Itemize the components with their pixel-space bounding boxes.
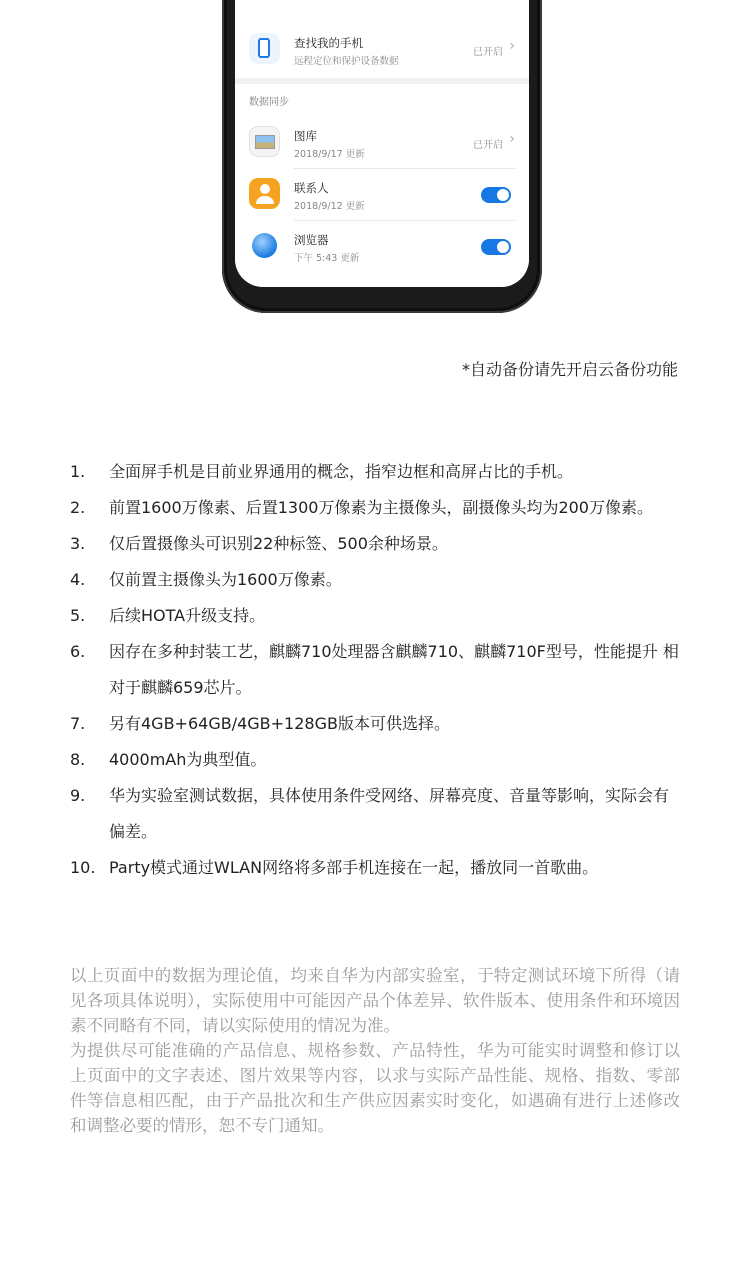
section-label: 数据同步 [249,97,289,108]
list-item [70,454,682,490]
item-number: 9. [70,786,86,805]
gallery-icon [249,126,280,157]
row-subtitle: 2018/9/12 更新 [294,201,365,212]
contacts-sync-toggle[interactable] [481,187,511,203]
row-subtitle: 2018/9/17 更新 [294,149,365,160]
item-number: 3. [70,534,86,553]
list-item [70,850,682,886]
row-title: 查找我的手机 [294,36,363,50]
item-number: 8. [70,750,86,769]
row-title: 联系人 [294,181,329,195]
item-number: 1. [70,462,86,481]
item-text: 4000mAh为典型值。 [109,750,267,769]
item-number: 10. [70,858,96,877]
disclaimer-paragraph: 为提供尽可能准确的产品信息、规格参数、产品特性，华为可能实时调整和修订以上页面中的文字表述、图片效果等内容，以求与实际产品性能、规格、指数、零部件等信息相匹配，由于产品批次和生产供应因素实时变化，如遇确有进行上述修改和调整必要的情形，恕不专门通知。 [70,1041,680,1135]
gallery-row[interactable] [235,117,529,169]
item-number: 5. [70,606,86,625]
item-text: 因存在多种封装工艺，麒麟710处理器含麒麟710、麒麟710F型号，性能提升 相对于麒麟659芯片。 [109,642,679,697]
item-text: 华为实验室测试数据，具体使用条件受网络、屏幕亮度、音量等影响，实际会有偏差。 [109,786,670,841]
row-subtitle: 下午 5:43 更新 [294,253,360,264]
list-item [70,706,682,742]
footnotes-list [70,454,682,886]
list-item [70,490,682,526]
data-sync-card [235,84,529,287]
item-text: 另有4GB+64GB/4GB+128GB版本可供选择。 [109,714,450,733]
list-item [70,562,682,598]
phone-mockup [222,0,542,313]
item-text: 仅后置摄像头可识别22种标签、500余种场景。 [109,534,448,553]
browser-icon [249,230,280,261]
phone-screen [235,0,529,287]
list-item [70,742,682,778]
item-text: 全面屏手机是目前业界通用的概念，指窄边框和高屏占比的手机。 [109,462,574,481]
chevron-right-icon: › [509,131,515,147]
list-item [70,634,682,706]
row-status: 已开启 [473,47,503,58]
backup-card [235,0,529,78]
row-title: 图库 [294,129,317,143]
contacts-icon [249,178,280,209]
item-text: 后续HOTA升级支持。 [109,606,266,625]
list-item [70,526,682,562]
browser-row [235,221,529,273]
item-text: Party模式通过WLAN网络将多部手机连接在一起，播放同一首歌曲。 [109,858,599,877]
list-item [70,598,682,634]
list-item [70,778,682,850]
row-subtitle: 远程定位和保护设备数据 [294,56,399,67]
browser-sync-toggle[interactable] [481,239,511,255]
item-number: 6. [70,642,86,661]
disclaimer-paragraph: 以上页面中的数据为理论值，均来自华为内部实验室，于特定测试环境下所得（请见各项具体说明），实际使用中可能因产品个体差异、软件版本、使用条件和环境因素不同略有不同，请以实际使用的情况为准。 [70,966,680,1035]
phone-icon [249,33,280,64]
find-my-phone-row[interactable] [235,24,529,76]
contacts-row [235,169,529,221]
item-number: 7. [70,714,86,733]
row-status: 已开启 [473,140,503,151]
item-text: 前置1600万像素、后置1300万像素为主摄像头，副摄像头均为200万像素。 [109,498,653,517]
chevron-right-icon: › [509,38,515,54]
backup-caption: *自动备份请先开启云备份功能 [461,360,678,379]
row-title: 浏览器 [294,233,329,247]
disclaimer [70,963,680,1138]
item-number: 2. [70,498,86,517]
item-number: 4. [70,570,86,589]
item-text: 仅前置主摄像头为1600万像素。 [109,570,342,589]
